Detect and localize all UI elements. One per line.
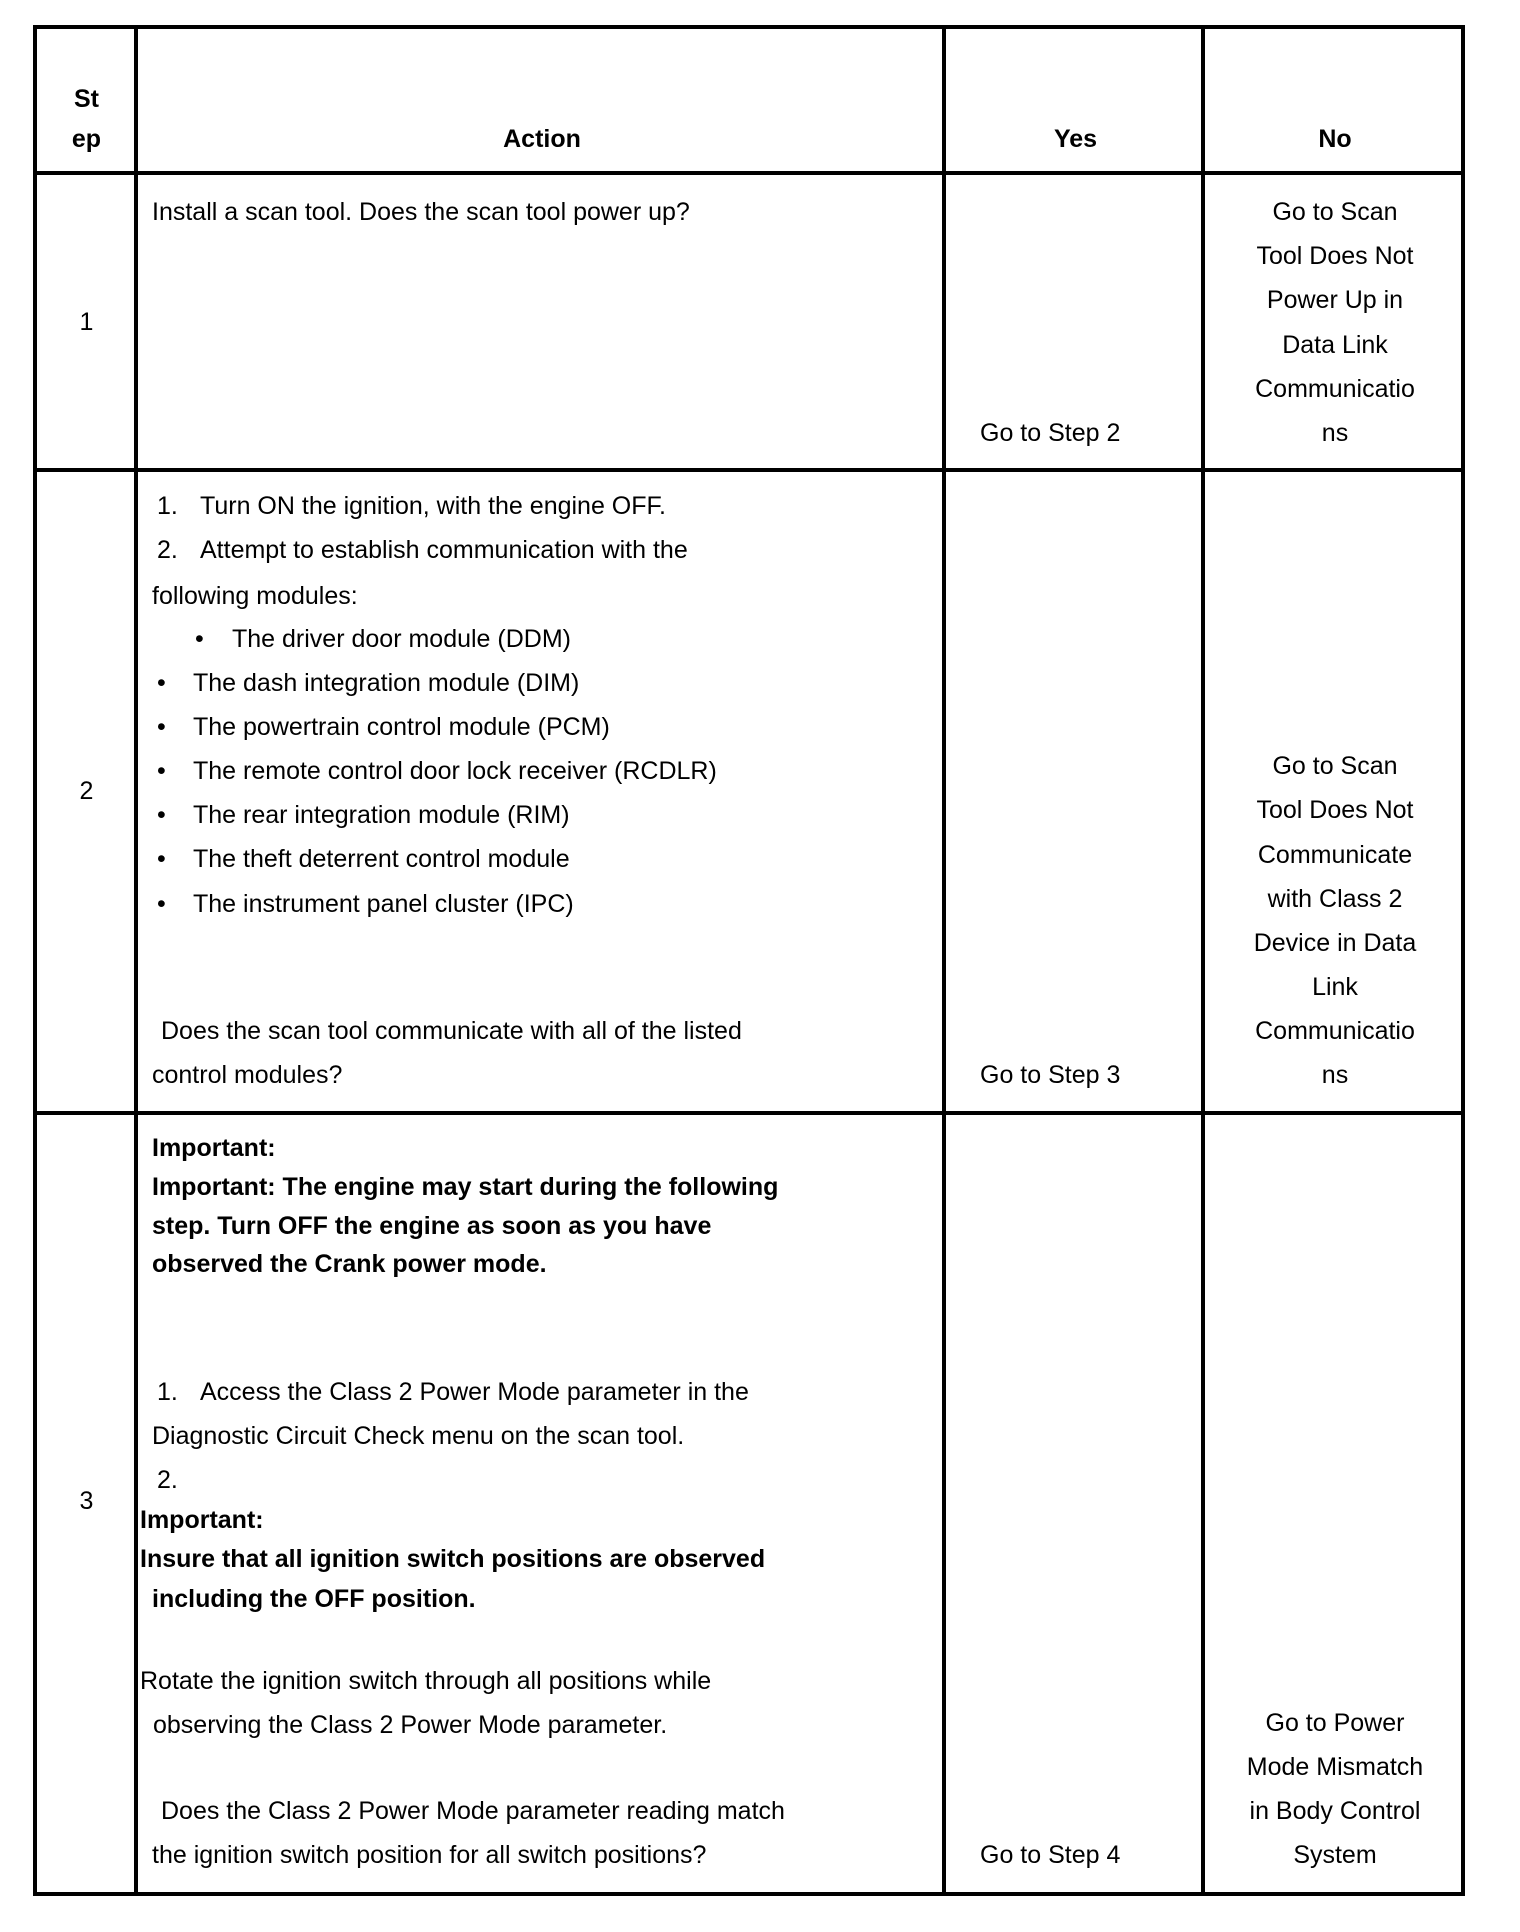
bullet-icon: • bbox=[157, 757, 166, 785]
list-number: 2. bbox=[157, 536, 178, 564]
yes-text: Go to Step 2 bbox=[980, 419, 1121, 447]
action-text: Rotate the ignition switch through all positions while bbox=[140, 1667, 712, 1695]
action-text: Install a scan tool. Does the scan tool power up? bbox=[152, 198, 690, 226]
no-text: Tool Does Not bbox=[1256, 796, 1414, 824]
no-text: in Body Control bbox=[1249, 1797, 1421, 1825]
no-text: Go to Scan bbox=[1272, 752, 1398, 780]
step-number: 2 bbox=[79, 777, 94, 805]
bullet-icon: • bbox=[157, 845, 166, 873]
action-text: Diagnostic Circuit Check menu on the scan tool. bbox=[152, 1422, 685, 1450]
important-text: observed the Crank power mode. bbox=[152, 1250, 547, 1278]
list-number: 1. bbox=[157, 492, 178, 520]
no-text: System bbox=[1293, 1841, 1377, 1869]
bullet-icon: • bbox=[157, 801, 166, 829]
yes-text: Go to Step 3 bbox=[980, 1061, 1121, 1089]
important-text: Insure that all ignition switch positions are observed bbox=[140, 1545, 766, 1573]
action-text: control modules? bbox=[152, 1061, 343, 1089]
yes-text: Go to Step 4 bbox=[980, 1841, 1121, 1869]
module-item: The theft deterrent control module bbox=[193, 845, 570, 873]
no-text: with Class 2 bbox=[1267, 885, 1403, 913]
module-item: The driver door module (DDM) bbox=[232, 625, 571, 653]
no-text: Communicate bbox=[1257, 841, 1413, 869]
no-text: Communicatio bbox=[1255, 375, 1415, 403]
module-item: The rear integration module (RIM) bbox=[193, 801, 570, 829]
header-step: St bbox=[74, 85, 99, 113]
table-border bbox=[33, 1111, 1465, 1115]
table-border bbox=[33, 1892, 1465, 1896]
no-text: ns bbox=[1321, 1061, 1349, 1089]
no-text: Power Up in bbox=[1266, 286, 1404, 314]
important-text: step. Turn OFF the engine as soon as you have bbox=[152, 1212, 712, 1240]
module-item: The remote control door lock receiver (RCDLR) bbox=[193, 757, 717, 785]
action-text: following modules: bbox=[152, 582, 358, 610]
bullet-icon: • bbox=[195, 625, 204, 653]
important-text: Important: The engine may start during the following bbox=[152, 1173, 779, 1201]
header-action: Action bbox=[503, 125, 581, 153]
table-border bbox=[33, 25, 1465, 29]
important-label: Important: bbox=[140, 1506, 264, 1534]
important-label: Important: bbox=[152, 1134, 276, 1162]
bullet-icon: • bbox=[157, 669, 166, 697]
header-no: No bbox=[1318, 125, 1352, 153]
list-number: 2. bbox=[157, 1466, 178, 1494]
no-text: Link bbox=[1312, 973, 1358, 1001]
module-item: The instrument panel cluster (IPC) bbox=[193, 890, 574, 918]
no-text: Communicatio bbox=[1255, 1017, 1415, 1045]
table-border bbox=[942, 25, 946, 1896]
action-text: Does the scan tool communicate with all of the listed bbox=[161, 1017, 742, 1045]
list-number: 1. bbox=[157, 1378, 178, 1406]
no-text: Device in Data bbox=[1253, 929, 1417, 957]
step-number: 1 bbox=[79, 308, 94, 336]
no-text: Go to Scan bbox=[1272, 198, 1398, 226]
action-text: observing the Class 2 Power Mode parameter. bbox=[153, 1711, 668, 1739]
action-text: Does the Class 2 Power Mode parameter reading match bbox=[161, 1797, 785, 1825]
action-text: the ignition switch position for all switch positions? bbox=[152, 1841, 707, 1869]
table-border bbox=[1201, 25, 1205, 1896]
bullet-icon: • bbox=[157, 890, 166, 918]
no-text: ns bbox=[1321, 419, 1349, 447]
important-text: including the OFF position. bbox=[152, 1585, 476, 1613]
no-text: Data Link bbox=[1282, 331, 1388, 359]
no-text: Tool Does Not bbox=[1256, 242, 1414, 270]
header-step: ep bbox=[71, 125, 102, 153]
table-border bbox=[33, 468, 1465, 472]
action-text: Turn ON the ignition, with the engine OFF. bbox=[200, 492, 666, 520]
no-text: Mode Mismatch bbox=[1246, 1753, 1424, 1781]
header-yes: Yes bbox=[1053, 125, 1098, 153]
step-number: 3 bbox=[79, 1487, 94, 1515]
module-item: The dash integration module (DIM) bbox=[193, 669, 580, 697]
action-text: Attempt to establish communication with the bbox=[200, 536, 688, 564]
table-border bbox=[33, 171, 1465, 175]
no-text: Go to Power bbox=[1265, 1709, 1405, 1737]
action-text: Access the Class 2 Power Mode parameter in the bbox=[200, 1378, 749, 1406]
bullet-icon: • bbox=[157, 713, 166, 741]
module-item: The powertrain control module (PCM) bbox=[193, 713, 610, 741]
